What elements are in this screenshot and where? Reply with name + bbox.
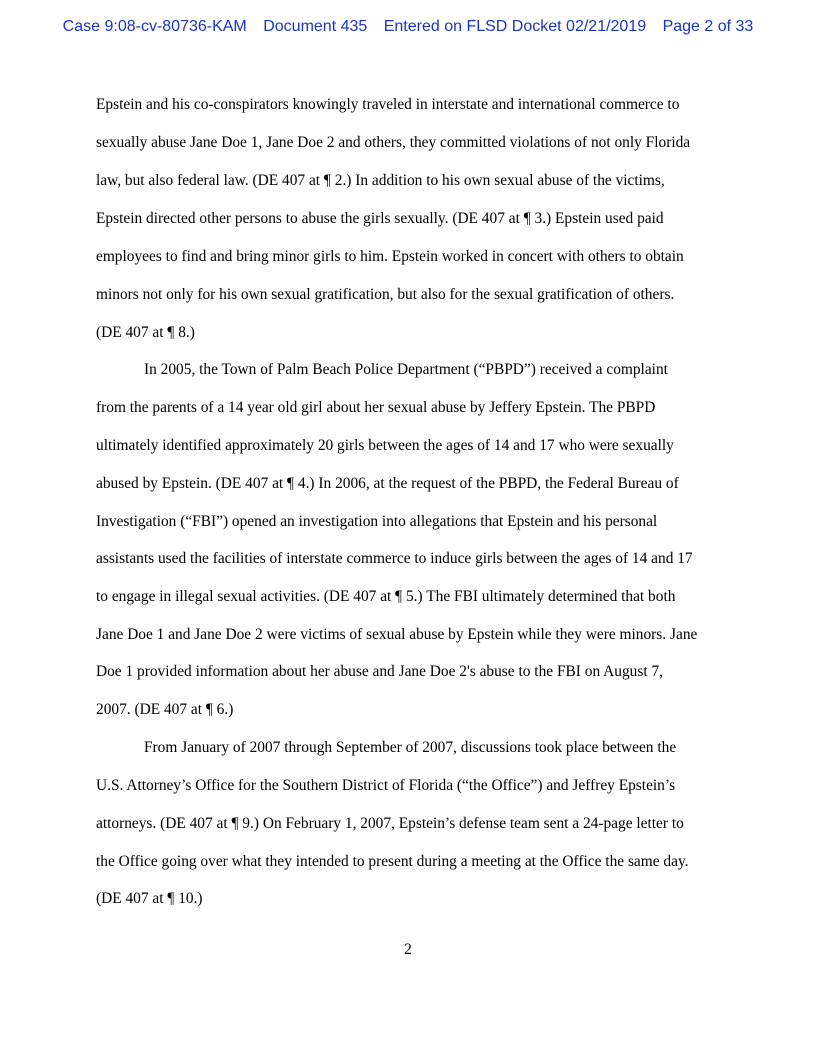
text-line: Epstein and his co-conspirators knowingly traveled in interstate and international commerce to <box>96 96 680 113</box>
text-line: from the parents of a 14 year old girl about her sexual abuse by Jeffery Epstein. The PBPD <box>96 399 656 416</box>
text-line: 2007. (DE 407 at ¶ 6.) <box>96 701 234 718</box>
page-number: 2 <box>404 941 412 958</box>
text-line: to engage in illegal sexual activities. (DE 407 at ¶ 5.) The FBI ultimately determined that both <box>96 588 676 605</box>
docket-header <box>0 16 816 38</box>
text-line: U.S. Attorney’s Office for the Southern District of Florida (“the Office”) and Jeffrey Epstein’s <box>96 777 676 794</box>
text-line: abused by Epstein. (DE 407 at ¶ 4.) In 2006, at the request of the PBPD, the Federal Bureau of <box>96 475 679 492</box>
paragraph-first-line: In 2005, the Town of Palm Beach Police Department (“PBPD”) received a complaint <box>144 361 668 378</box>
text-line: minors not only for his own sexual gratification, but also for the sexual gratification of others. <box>96 286 675 303</box>
text-line: (DE 407 at ¶ 8.) <box>96 324 195 341</box>
text-line: Epstein directed other persons to abuse the girls sexually. (DE 407 at ¶ 3.) Epstein used paid <box>96 210 664 227</box>
text-line: (DE 407 at ¶ 10.) <box>96 890 203 907</box>
text-line: Doe 1 provided information about her abuse and Jane Doe 2's abuse to the FBI on August 7, <box>96 663 663 680</box>
text-line: ultimately identified approximately 20 girls between the ages of 14 and 17 who were sexually <box>96 437 674 454</box>
text-line: assistants used the facilities of interstate commerce to induce girls between the ages of 14 and 17 <box>96 550 693 567</box>
text-line: employees to find and bring minor girls to him. Epstein worked in concert with others to obtain <box>96 248 684 265</box>
document-number: Document 435 <box>263 18 368 35</box>
text-line: sexually abuse Jane Doe 1, Jane Doe 2 and others, they committed violations of not only Florida <box>96 134 691 151</box>
text-line: attorneys. (DE 407 at ¶ 9.) On February 1, 2007, Epstein’s defense team sent a 24-page letter to <box>96 815 684 832</box>
case-number: Case 9:08-cv-80736-KAM <box>62 18 247 35</box>
page-count: Page 2 of 33 <box>662 18 754 35</box>
text-line: Jane Doe 1 and Jane Doe 2 were victims of sexual abuse by Epstein while they were minors. Jane <box>96 626 698 643</box>
paragraph-first-line: From January of 2007 through September of 2007, discussions took place between the <box>144 739 677 756</box>
text-line: law, but also federal law. (DE 407 at ¶ 2.) In addition to his own sexual abuse of the victims, <box>96 172 665 189</box>
docket-entry: Entered on FLSD Docket 02/21/2019 <box>383 18 647 35</box>
text-line: the Office going over what they intended to present during a meeting at the Office the same day. <box>96 853 689 870</box>
text-line: Investigation (“FBI”) opened an investigation into allegations that Epstein and his personal <box>96 513 658 530</box>
